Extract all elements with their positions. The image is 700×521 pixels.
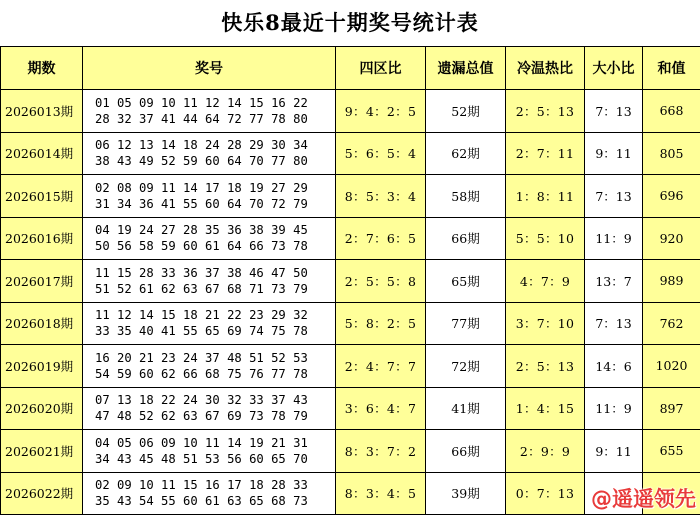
size-ratio-cell: 11：9	[585, 387, 643, 430]
hot-cold-ratio-cell: 4：7：9	[506, 260, 585, 303]
size-ratio-cell: 7：13	[585, 302, 643, 345]
sum-cell: 668	[643, 90, 700, 133]
numbers-line-1: 01 05 09 10 11 12 14 15 16 22	[95, 95, 308, 110]
period-cell: 2026020期	[1, 387, 83, 430]
sum-cell: 989	[643, 260, 700, 303]
numbers-cell	[83, 260, 336, 303]
numbers-cell	[83, 345, 336, 388]
numbers-line-1: 02 09 10 11 15 16 17 18 28 33	[95, 478, 308, 493]
miss-total-cell: 41期	[426, 387, 506, 430]
size-ratio-cell: 7：13	[585, 175, 643, 218]
hot-cold-ratio-cell: 2：5：13	[506, 90, 585, 133]
header-sum: 和值	[643, 47, 700, 90]
hot-cold-ratio-cell: 2：5：13	[506, 345, 585, 388]
sum-cell: 1020	[643, 345, 700, 388]
miss-total-cell: 65期	[426, 260, 506, 303]
period-cell: 2026017期	[1, 260, 83, 303]
header-row	[1, 47, 700, 90]
numbers-line-1: 07 13 18 22 24 30 32 33 37 43	[95, 393, 308, 408]
sum-cell: 762	[643, 302, 700, 345]
numbers-line-1: 11 15 28 33 36 37 38 46 47 50	[95, 265, 308, 280]
numbers-line-1: 16 20 21 23 24 37 48 51 52 53	[95, 350, 308, 365]
table-row	[1, 345, 700, 388]
zone-ratio-cell: 2：4：7：7	[336, 345, 426, 388]
table-row	[1, 430, 700, 473]
numbers-line-2: 54 59 60 62 66 68 75 76 77 78	[95, 366, 308, 381]
table-row	[1, 217, 700, 260]
period-cell: 2026015期	[1, 175, 83, 218]
numbers-line-2: 31 34 36 41 55 60 64 70 72 79	[95, 196, 308, 211]
sum-cell: 897	[643, 387, 700, 430]
miss-total-cell: 66期	[426, 430, 506, 473]
size-ratio-cell: 13：7	[585, 260, 643, 303]
period-cell: 2026018期	[1, 302, 83, 345]
table-row	[1, 132, 700, 175]
stats-table	[0, 46, 700, 515]
numbers-line-1: 02 08 09 11 14 17 18 19 27 29	[95, 180, 308, 195]
zone-ratio-cell: 5：6：5：4	[336, 132, 426, 175]
zone-ratio-cell: 3：6：4：7	[336, 387, 426, 430]
table-row	[1, 302, 700, 345]
size-ratio-cell: 14：6	[585, 345, 643, 388]
miss-total-cell: 58期	[426, 175, 506, 218]
header-size-ratio: 大小比	[585, 47, 643, 90]
header-hot-cold-ratio: 冷温热比	[506, 47, 585, 90]
period-cell: 2026022期	[1, 472, 83, 515]
miss-total-cell: 66期	[426, 217, 506, 260]
numbers-cell	[83, 217, 336, 260]
hot-cold-ratio-cell: 0：7：13	[506, 472, 585, 515]
period-cell: 2026021期	[1, 430, 83, 473]
zone-ratio-cell: 5：8：2：5	[336, 302, 426, 345]
zone-ratio-cell: 2：7：6：5	[336, 217, 426, 260]
sum-cell: 920	[643, 217, 700, 260]
zone-ratio-cell: 2：5：5：8	[336, 260, 426, 303]
header-miss-total: 遗漏总值	[426, 47, 506, 90]
table-row	[1, 175, 700, 218]
hot-cold-ratio-cell: 1：8：11	[506, 175, 585, 218]
table-row	[1, 260, 700, 303]
hot-cold-ratio-cell: 5：5：10	[506, 217, 585, 260]
sum-cell: 805	[643, 132, 700, 175]
size-ratio-cell: 7：13	[585, 90, 643, 133]
miss-total-cell: 62期	[426, 132, 506, 175]
miss-total-cell: 52期	[426, 90, 506, 133]
size-ratio-cell: 11：9	[585, 217, 643, 260]
size-ratio-cell: 9：11	[585, 430, 643, 473]
numbers-cell	[83, 175, 336, 218]
numbers-line-1: 04 05 06 09 10 11 14 19 21 31	[95, 435, 308, 450]
numbers-cell	[83, 472, 336, 515]
numbers-cell	[83, 302, 336, 345]
period-cell: 2026014期	[1, 132, 83, 175]
period-cell: 2026013期	[1, 90, 83, 133]
sum-cell: 696	[643, 175, 700, 218]
numbers-line-1: 04 19 24 27 28 35 36 38 39 45	[95, 223, 308, 238]
miss-total-cell: 77期	[426, 302, 506, 345]
sum-cell: 655	[643, 430, 700, 473]
numbers-line-2: 51 52 61 62 63 67 68 71 73 79	[95, 281, 308, 296]
hot-cold-ratio-cell: 1：4：15	[506, 387, 585, 430]
miss-total-cell: 39期	[426, 472, 506, 515]
numbers-cell	[83, 430, 336, 473]
table-row	[1, 90, 700, 133]
numbers-cell	[83, 387, 336, 430]
hot-cold-ratio-cell: 2：7：11	[506, 132, 585, 175]
size-ratio-cell: 9：11	[585, 132, 643, 175]
miss-total-cell: 72期	[426, 345, 506, 388]
numbers-cell	[83, 132, 336, 175]
header-period: 期数	[1, 47, 83, 90]
hot-cold-ratio-cell: 3：7：10	[506, 302, 585, 345]
header-numbers: 奖号	[83, 47, 336, 90]
numbers-line-2: 35 43 54 55 60 61 63 65 68 73	[95, 494, 308, 509]
zone-ratio-cell: 8：5：3：4	[336, 175, 426, 218]
header-zone-ratio: 四区比	[336, 47, 426, 90]
sheet-title: 快乐8最近十期奖号统计表	[221, 10, 479, 35]
numbers-line-1: 06 12 13 14 18 24 28 29 30 34	[95, 138, 308, 153]
numbers-line-2: 34 43 45 48 51 53 56 60 65 70	[95, 451, 308, 466]
numbers-line-2: 33 35 40 41 55 65 69 74 75 78	[95, 324, 308, 339]
period-cell: 2026016期	[1, 217, 83, 260]
zone-ratio-cell: 8：3：7：2	[336, 430, 426, 473]
table-row	[1, 387, 700, 430]
zone-ratio-cell: 9：4：2：5	[336, 90, 426, 133]
zone-ratio-cell: 8：3：4：5	[336, 472, 426, 515]
watermark: @遥遥领先	[591, 487, 696, 511]
period-cell: 2026019期	[1, 345, 83, 388]
numbers-line-1: 11 12 14 15 18 21 22 23 29 32	[95, 308, 308, 323]
numbers-line-2: 50 56 58 59 60 61 64 66 73 78	[95, 239, 308, 254]
numbers-line-2: 28 32 37 41 44 64 72 77 78 80	[95, 111, 308, 126]
numbers-cell	[83, 90, 336, 133]
hot-cold-ratio-cell: 2：9：9	[506, 430, 585, 473]
numbers-line-2: 38 43 49 52 59 60 64 70 77 80	[95, 154, 308, 169]
numbers-line-2: 47 48 52 62 63 67 69 73 78 79	[95, 409, 308, 424]
